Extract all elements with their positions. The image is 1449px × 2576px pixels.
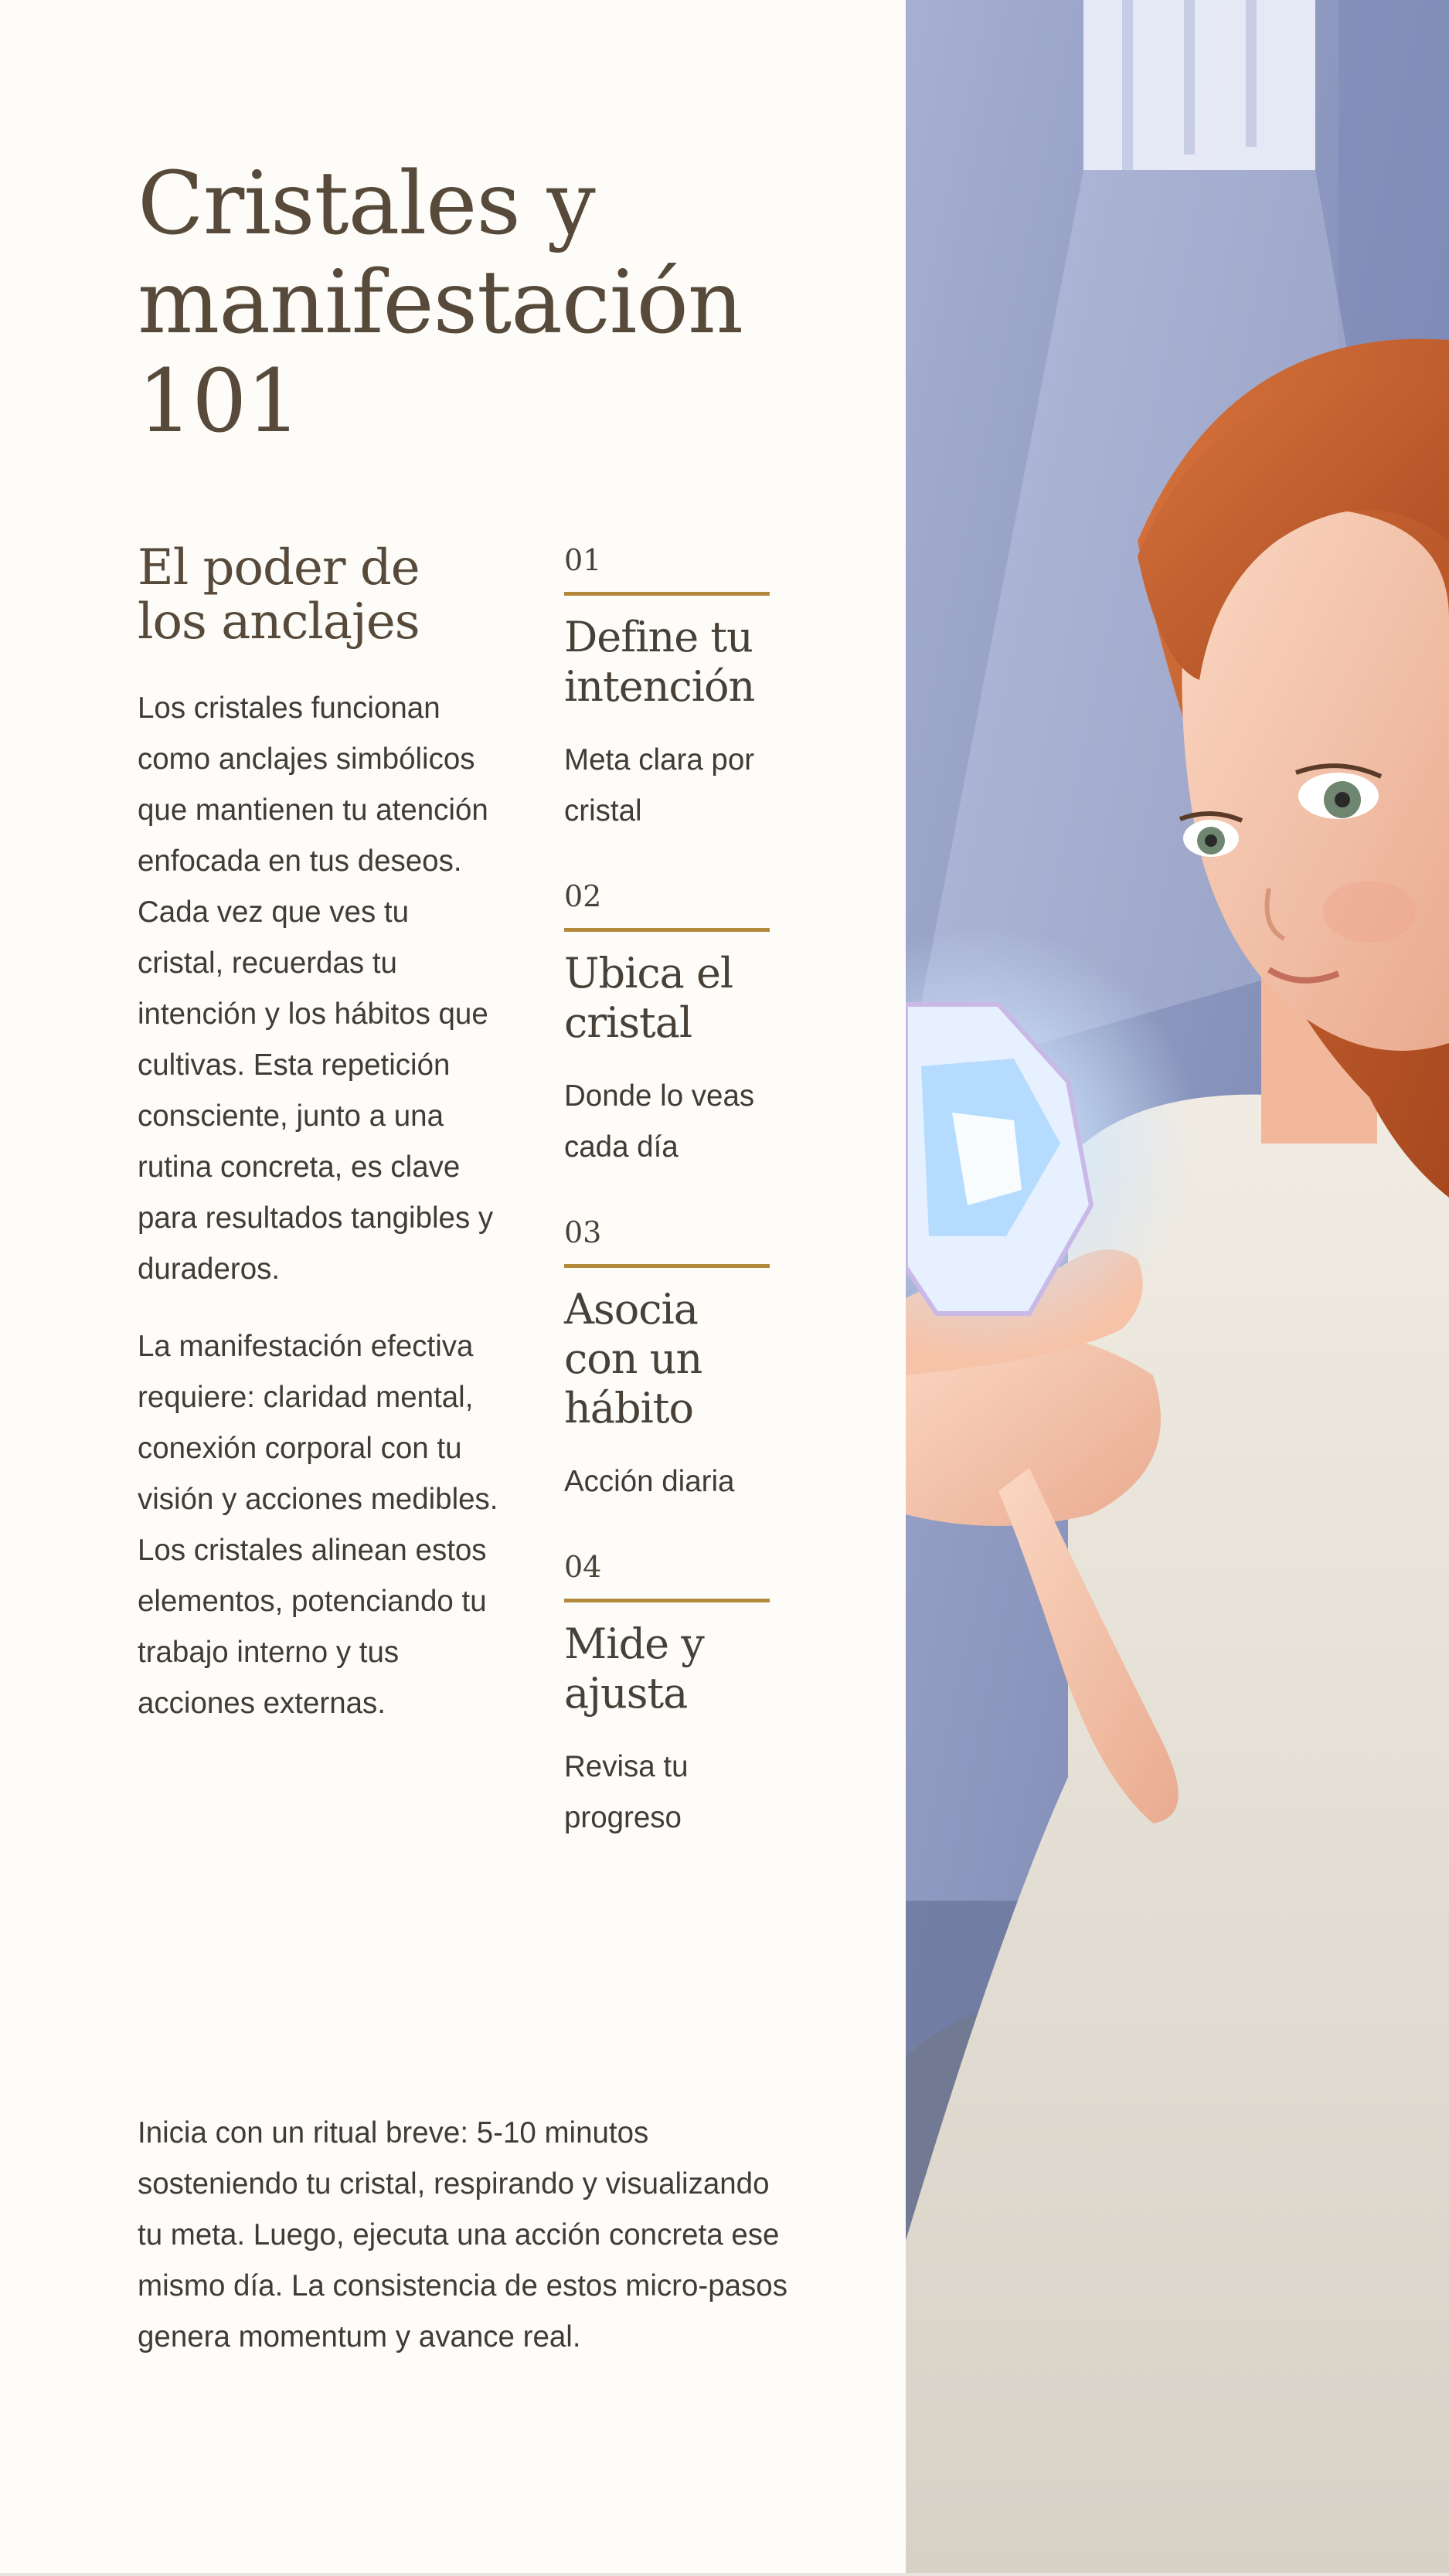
step-item [564, 1213, 770, 1507]
closing-paragraph: Inicia con un ritual breve: 5-10 minutos sosteniendo tu cristal, respirando y visualizando tu meta. Luego, ejecuta una acción concreta ese mismo día. La consistencia de estos micro-pasos genera momentum y avance real. [138, 2116, 787, 2353]
step-item [564, 541, 770, 837]
steps-list [564, 541, 770, 1884]
step-title: Define tu intención [564, 613, 755, 711]
step-item [564, 1548, 770, 1844]
step-item [564, 877, 770, 1173]
step-divider [564, 1264, 770, 1268]
bottom-border [0, 2573, 1449, 2576]
step-number: 02 [564, 879, 602, 913]
girl-with-crystal-image [906, 0, 1449, 2576]
step-description: Revisa tu progreso [564, 1750, 689, 1834]
step-divider [564, 1599, 770, 1602]
step-title: Asocia con un hábito [564, 1285, 702, 1432]
page-title: Cristales y manifestación 101 [138, 154, 743, 452]
step-divider [564, 592, 770, 596]
step-title: Ubica el cristal [564, 949, 733, 1047]
intro-paragraph-1: Los cristales funcionan como anclajes simbólicos que mantienen tu atención enfocada en tus deseos. Cada vez que ves tu cristal, recuerdas tu intención y los hábitos que cultivas. Esta repetición consciente, junto a una rutina concreta, es clave para resultados tangibles y duraderos. [138, 692, 494, 1286]
step-number: 04 [564, 1550, 602, 1584]
section-heading: El poder de los anclajes [138, 539, 420, 651]
step-description: Donde lo veas cada día [564, 1079, 755, 1164]
intro-column [138, 541, 501, 1755]
intro-paragraph-2: La manifestación efectiva requiere: claridad mental, conexión corporal con tu visión y acciones medibles. Los cristales alinean estos elementos, potenciando tu trabajo interno y tus acciones externas. [138, 1330, 498, 1720]
step-description: Meta clara por cristal [564, 743, 755, 828]
step-number: 01 [564, 543, 602, 577]
step-description: Acción diaria [564, 1465, 735, 1498]
step-divider [564, 928, 770, 932]
hero-illustration [906, 0, 1449, 2576]
step-title: Mide y ajusta [564, 1619, 704, 1718]
step-number: 03 [564, 1215, 602, 1249]
